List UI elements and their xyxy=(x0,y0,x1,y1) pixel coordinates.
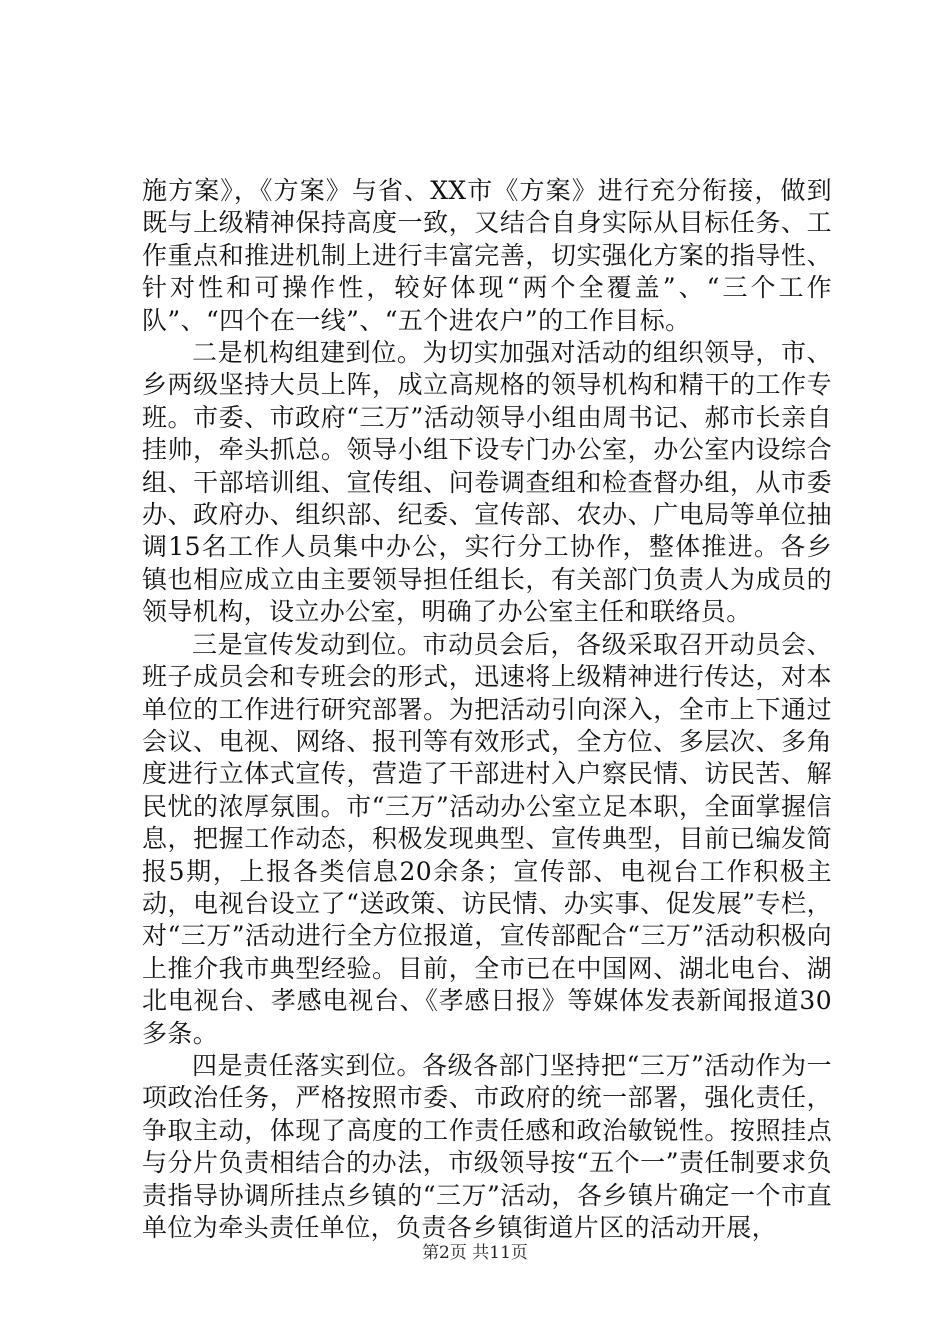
paragraph-3: 三是宣传发动到位。市动员会后，各级采取召开动员会、班子成员会和专班会的形式，迅速将上级精神进行传达，对本单位的工作进行研究部署。为把活动引向深入，全市上下通过会议、电视、网络、报刊等有效形式，全方位、多层次、多角度进行立体式宣传，营造了干部进村入户察民情、访民苦、解民忧的浓厚氛围。市“三万”活动办公室立足本职，全面掌握信息，把握工作动态，积极发现典型、宣传典型，目前已编发简报5期，上报各类信息20余条；宣传部、电视台工作积极主动，电视台设立了“送政策、访民情、办实事、促发展”专栏，对“三万”活动进行全方位报道，宣传部配合“三万”活动积极向上推介我市典型经验。目前，全市已在中国网、湖北电台、湖北电视台、孝感电视台、《孝感日报》等媒体发表新闻报道30多条。 xyxy=(142,629,832,1048)
paragraph-1: 施方案》，《方案》与省、XX市《方案》进行充分衔接，做到既与上级精神保持高度一致，又结合自身实际从目标任务、工作重点和推进机制上进行丰富完善，切实强化方案的指导性、针对性和可操作性，较好体现“两个全覆盖”、“三个工作队”、“四个在一线”、“五个进农户”的工作目标。 xyxy=(142,176,832,335)
paragraph-4: 四是责任落实到位。各级各部门坚持把“三万”活动作为一项政治任务，严格按照市委、市政府的统一部署，强化责任，争取主动，体现了高度的工作责任感和政治敏锐性。按照挂点与分片负责相结合的办法，市级领导按“五个一”责任制要求负责指导协调所挂点乡镇的“三万”活动，各乡镇片确定一个市直单位为牵头责任单位，负责各乡镇街道片区的活动开展， xyxy=(142,1050,832,1242)
page-number: 第2页 共11页 xyxy=(422,1243,528,1263)
page-footer xyxy=(0,1238,950,1263)
document-body xyxy=(142,175,832,1244)
paragraph-2: 二是机构组建到位。为切实加强对活动的组织领导，市、乡两级坚持大员上阵，成立高规格的领导机构和精干的工作专班。市委、市政府“三万”活动领导小组由周书记、郝市长亲自挂帅，牵头抓总。领导小组下设专门办公室，办公室内设综合组、干部培训组、宣传组、问卷调查组和检查督办组，从市委办、政府办、组织部、纪委、宣传部、农办、广电局等单位抽调15名工作人员集中办公，实行分工协作，整体推进。各乡镇也相应成立由主要领导担任组长，有关部门负责人为成员的领导机构，设立办公室，明确了办公室主任和联络员。 xyxy=(142,338,832,627)
